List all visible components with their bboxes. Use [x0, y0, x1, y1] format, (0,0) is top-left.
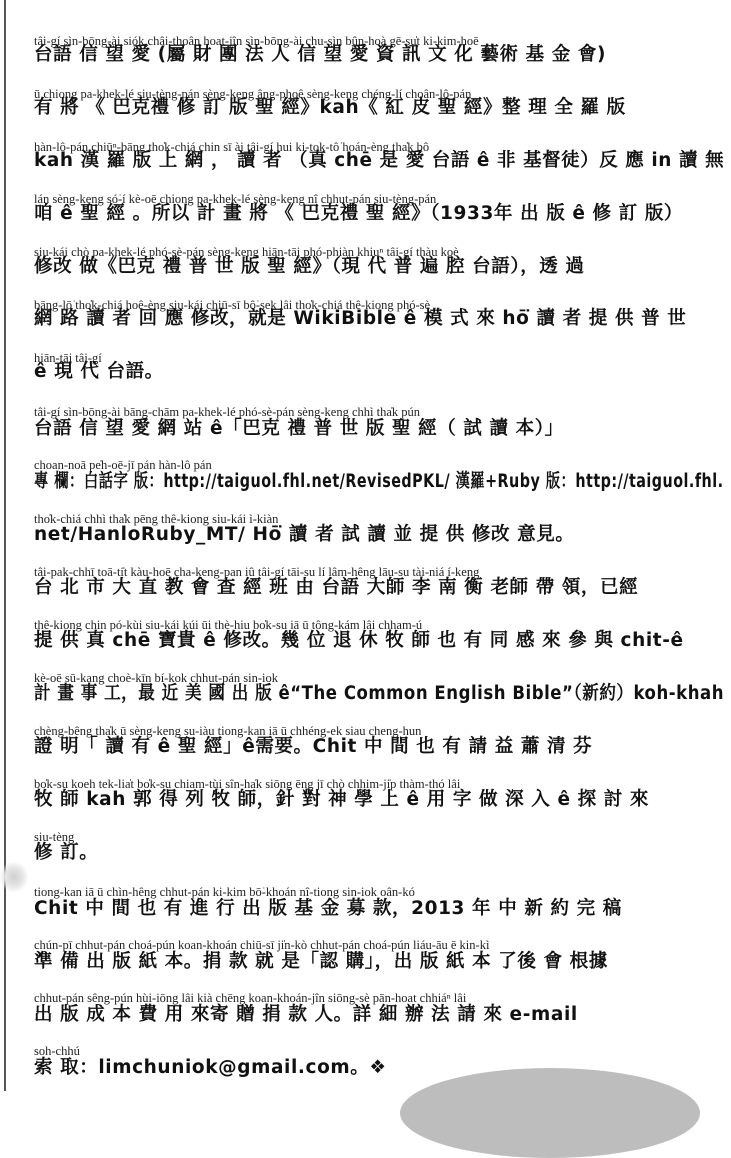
romanization-line: lán sèng-keng só͘-í kè-oē chiong pa-khek-lé sèng-keng nî chhut-pán siu-tèng-pán [34, 192, 437, 206]
hanzi-line: net/HanloRuby_MT/ Hō͘ 讀 者 試 讀 並 提 供 修改 意見。 [34, 524, 575, 545]
romanization-line: siu-kái chò pa-khek-lé phó-sè-pán sèng-keng hiān-tāi phó-phiàn khiuⁿ tâi-gí thàu koè [34, 245, 459, 259]
hanzi-line: 修改 做《巴克 禮 普 世 版 聖 經》（現 代 普 遍 腔 台語），透 過 [34, 256, 585, 277]
hanzi-line: 索 取：limchuniok@gmail.com。❖ [34, 1057, 387, 1078]
romanization-line: tâi-pak-chhī toā-ti̍t kàu-hoē cha-keng-pan iû tâi-gí tāi-su lí lâm-hêng lāu-su tài-niá í-keng [34, 565, 480, 579]
scan-smudge [0, 862, 28, 892]
hanzi-line: 台語 信 望 愛 (屬 財 團 法 人 信 望 愛 資 訊 文 化 藝術 基 金 會) [34, 44, 607, 65]
left-margin-rule [4, 0, 6, 1091]
hanzi-line: 台 北 市 大 直 教 會 查 經 班 由 台語 大師 李 南 衡 老師 帶 領，已經 [34, 577, 639, 598]
hanzi-line: 咱 ê 聖 經 。所以 計 畫 將 《 巴克禮 聖 經》（1933年 出 版 ê 修 訂 版） [34, 203, 684, 224]
decorative-corner-shape [400, 1068, 700, 1158]
hanzi-line: 台語 信 望 愛 網 站 ê「巴克 禮 普 世 版 聖 經（ 試 讀 本）」 [34, 418, 564, 439]
hanzi-line: 修 訂。 [34, 842, 99, 863]
romanization-line: kè-oē sū-kang choè-kīn bí-kok chhut-pán sin-iok [34, 671, 279, 685]
romanization-line: tho̍k-chiá chhì tha̍k pēng thê-kiong siu-kái ì-kiàn [34, 512, 279, 526]
hanzi-line: kah 漢 羅 版 上 網 ， 讀 者 （真 chē 是 愛 台語 ê 非 基督徒）反 應 in 讀 無 [34, 150, 725, 171]
romanization-line: tiong-kan iā ū chìn-hêng chhut-pán ki-kim bō͘-khoán nî-tiong sin-iok oân-kó [34, 885, 415, 899]
romanization-line: bo̍k-su koeh tek-lia̍t bo̍k-su chiam-tùi sîn-ha̍k siōng ēng jī chò chhim-ji̍p thàm-thó lâi [34, 777, 461, 791]
romanization-line: bāng-lō͘ tho̍k-chiá hoê-èng siu-kái chiū-sī bô͘-sek lâi tho̍k-chiá thê-kiong phó-sè [34, 298, 431, 312]
hanzi-line: 準 備 出 版 紙 本。捐 款 就 是「認 購」，出 版 紙 本 了後 會 根據 [34, 951, 608, 972]
hanzi-line: 專 欄：白話字 版：http://taiguol.fhl.net/RevisedPKL/ 漢羅+Ruby 版：http://taiguol.fhl. [34, 471, 724, 492]
romanization-line: tâi-gí sìn-bōng-ài siók châi-thoân hoat-jîn sìn-bōng-ài chu-sìn bûn-hoà gē-su̍t ki-kim-hoē [34, 34, 479, 48]
romanization-line: chèng-bêng tha̍k ū sèng-keng su-iàu tiong-kan iā ū chhéng-ek siau cheng-hun [34, 724, 422, 738]
romanization-line: chhut-pán sêng-pún hùi-iōng lâi kià chēng koan-khoán-jîn siōng-sè pān-hoat chhiáⁿ lâi [34, 991, 467, 1005]
romanization-line: hiān-tāi tâi-gí [34, 351, 102, 365]
hanzi-line: 出 版 成 本 費 用 來寄 贈 捐 款 人。詳 細 辦 法 請 來 e-mail [34, 1004, 578, 1025]
hanzi-line: 計 畫 事 工，最 近 美 國 出 版 ê“The Common English Bible”（新約）koh-khah [34, 683, 725, 704]
romanization-line: tâi-gí sìn-bōng-ài bāng-chām pa-khek-lé phó-sè-pán sèng-keng chhì tha̍k pún [34, 405, 420, 419]
hanzi-line: ê 現 代 台語。 [34, 361, 164, 382]
hanzi-line: 網 路 讀 者 回 應 修改，就是 WikiBible ê 模 式 來 hō͘ 讀 者 提 供 普 世 [34, 308, 687, 329]
hanzi-line: 有 將 《 巴克禮 修 訂 版 聖 經》kah《 紅 皮 聖 經》整 理 全 羅 版 [34, 97, 626, 118]
romanization-line: choan-noā pe̍h-oē-jī pán hàn-lô pán [34, 458, 212, 472]
hanzi-line: Chit 中 間 也 有 進 行 出 版 基 金 募 款，2013 年 中 新 約 完 稿 [34, 898, 622, 919]
romanization-line: ū chiong pa-khek-lé siu-tèng-pán sèng-keng âng-phoê sèng-keng chéng-lí choân-lô-pán [34, 87, 472, 101]
romanization-line: siu-tèng [34, 830, 75, 844]
romanization-line: soh-chhú [34, 1044, 80, 1058]
romanization-line: chún-pī chhut-pán choá-pún koan-khoán chiū-sī ji̍n-kò chhut-pán choá-pún liáu-āu ē kin-kì [34, 938, 490, 952]
romanization-line: thê-kiong chin pó-kùi siu-kái kúi ūi thè-hiu bo̍k-su iā ū tông-kám lâi chham-ú [34, 618, 423, 632]
hanzi-line: 提 供 真 chē 寶貴 ê 修改。幾 位 退 休 牧 師 也 有 同 感 來 參 與 chit-ê [34, 630, 684, 651]
hanzi-line: 證 明「 讀 有 ê 聖 經」ê需要。Chit 中 間 也 有 請 益 蕭 清 芬 [34, 736, 593, 757]
romanization-line: hàn-lô-pán chiūⁿ-bāng tho̍k-chiá chin sī ài tâi-gí hui ki-tok-tô͘ hoán-èng tha̍k bô [34, 140, 430, 154]
hanzi-line: 牧 師 kah 郭 得 列 牧 師，針 對 神 學 上 ê 用 字 做 深 入 ê 探 討 來 [34, 789, 650, 810]
